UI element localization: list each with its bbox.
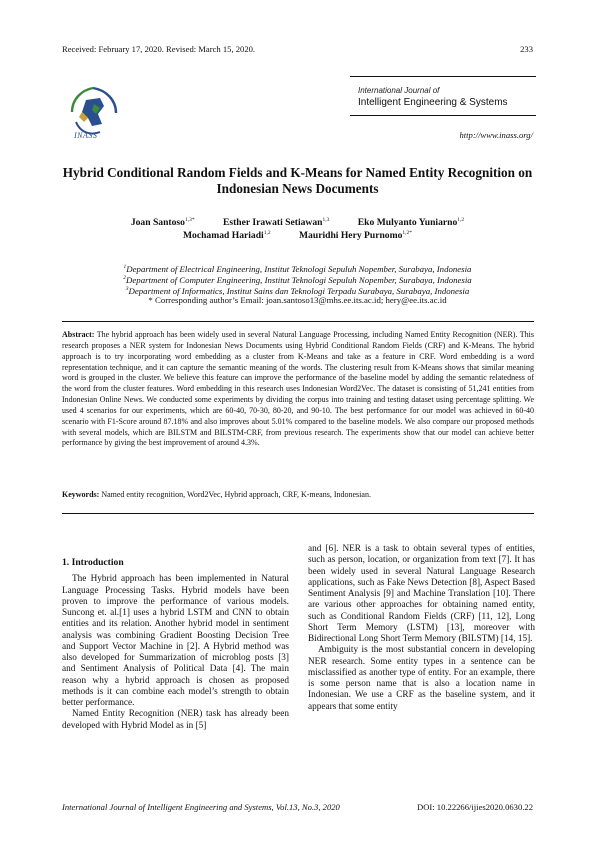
paragraph: Ambiguity is the most substantial concern in developing NER research. Some entity types in a sentence can be misclassified as another type of entity. For an example, there is some person name that is also a location name in Indonesian. We use a CRF as the baseline system, and it appears that some entity xyxy=(308,645,535,712)
author: Mauridhi Hery Purnomo$^{1,2*}$ xyxy=(299,230,413,242)
section-heading: 1. Introduction xyxy=(62,557,124,568)
abstract-bottom-rule xyxy=(62,513,534,514)
received-revised-dates: Received: February 17, 2020. Revised: March 15, 2020. xyxy=(62,44,256,54)
abstract xyxy=(62,330,534,449)
paper-title: Hybrid Conditional Random Fields and K-Means for Named Entity Recognition on Indonesian News Documents xyxy=(62,165,533,196)
author: Eko Mulyanto Yuniarno$^{1,2}$ xyxy=(357,217,465,229)
journal-url-link[interactable]: http://www.inass.org/ xyxy=(459,130,533,140)
paragraph: The Hybrid approach has been implemented in Natural Language Processing Tasks. Hybrid models have been proven to improve the performance of various models. Suncong et. al.[1] uses a hybrid LSTM and CNN to obtain entities and its relation. Another hybrid model in sentiment analysis was combining Gradient Boosting Decision Tree and Support Vector Machine in [2]. A Hybrid method was also developed for Summarization of microblog posts [3] and Sentiment Analysis of Political Data [4]. The main reason why a hybrid approach is chosen as proposed methods is it can combine each model’s strength to obtain better performance. xyxy=(62,574,289,708)
affiliation-2: $^2$Department of Computer Engineering, Institut Teknologi Sepuluh Nopember, Surabaya, Indonesia xyxy=(123,274,472,285)
journal-masthead-box xyxy=(350,76,536,116)
affiliation-3: $^3$Department of Informatics, Institut Sains dan Teknologi Terpadu Surabaya, Surabaya, Indonesia xyxy=(125,285,470,296)
author-line-2 xyxy=(40,230,555,241)
author: Esther Irawati Setiawan$^{1,3}$ xyxy=(222,217,330,229)
corresponding-author: * Corresponding author’s Email: joan.santoso13@mhs.ee.its.ac.id; hery@ee.its.ac.id xyxy=(148,295,447,305)
journal-name-line2: Intelligent Engineering & Systems xyxy=(358,97,508,108)
footer-citation: International Journal of Intelligent Engineering and Systems, Vol.13, No.3, 2020 xyxy=(62,802,340,812)
author-line-1 xyxy=(40,217,555,228)
abstract-label: Abstract: xyxy=(62,330,95,339)
page-number: 233 xyxy=(520,44,533,54)
logo-label: INASS xyxy=(74,131,98,140)
keywords xyxy=(62,490,534,501)
journal-name-line1: International Journal of xyxy=(358,86,440,95)
keywords-text: Named entity recognition, Word2Vec, Hybrid approach, CRF, K-means, Indonesian. xyxy=(101,490,371,499)
abstract-top-rule xyxy=(62,321,534,322)
author: Mochamad Hariadi$^{1,2}$ xyxy=(182,230,271,242)
footer-doi[interactable]: DOI: 10.22266/ijies2020.0630.22 xyxy=(416,802,533,812)
abstract-text: The hybrid approach has been widely used in several Natural Language Processing, including Named Entity Recognition (NER). This research proposes a NER system for Indonesian News Documents using Hybrid Conditional Random Fields (CRF) and K-Means. The hybrid approach is to try incorporating word embedding as a cluster from K-Means and take as a feature in CRF. Word embedding is a word representation technique, and it can capture the semantic meaning of the words. The clustering result from K-Means shows that similar meaning word is grouped in the cluster. We believe this feature can improve the performance of the baseline model by adding the semantic relatedness of the word from the cluster features. Word embedding in this research uses Indonesian Word2Vec. The dataset is consisting of 51,241 entities from Indonesian Online News. We conducted some experiments by dividing the corpus into training and testing dataset using percentage splitting. We used 4 scenarios for our experiments, which are 60-40, 70-30, 80-20, and 90-10. The best performance for our model was achieved in 60-40 scenario with F1-Score around 87.18% and also improves about 5.01% compared to the baseline models. We also compare our proposed methods with several models, which are BILSTM and BILSTM-CRF, from previous research. The experiments show that our model can achieve better performance by giving the best improvement of around 4.3%. xyxy=(62,330,535,448)
affiliation-1: $^1$Department of Electrical Engineering, Institut Teknologi Sepuluh Nopember, Surabaya, Indonesia xyxy=(123,263,472,274)
author: Joan Santoso$^{1,3*}$ xyxy=(130,217,195,229)
paragraph: and [6]. NER is a task to obtain several types of entities, such as person, location, or organization from text [7]. It has been widely used in several Natural Language Research applications, such as Fake News Detection [8], Aspect Based Sentiment Analysis [9] and Machine Translation [10]. There are various other approaches for obtaining named entity, such as Conditional Random Fields (CRF) [11, 12], Long Short Term Memory (LSTM) [13], moreover with Bidirectional Long Short Term Memory (BILSTM) [14, 15]. xyxy=(308,544,535,644)
keywords-label: Keywords: xyxy=(62,490,100,499)
paragraph: Named Entity Recognition (NER) task has already been developed with Hybrid Model as in [5] xyxy=(62,709,289,731)
left-column xyxy=(62,557,289,732)
right-column xyxy=(308,544,535,713)
